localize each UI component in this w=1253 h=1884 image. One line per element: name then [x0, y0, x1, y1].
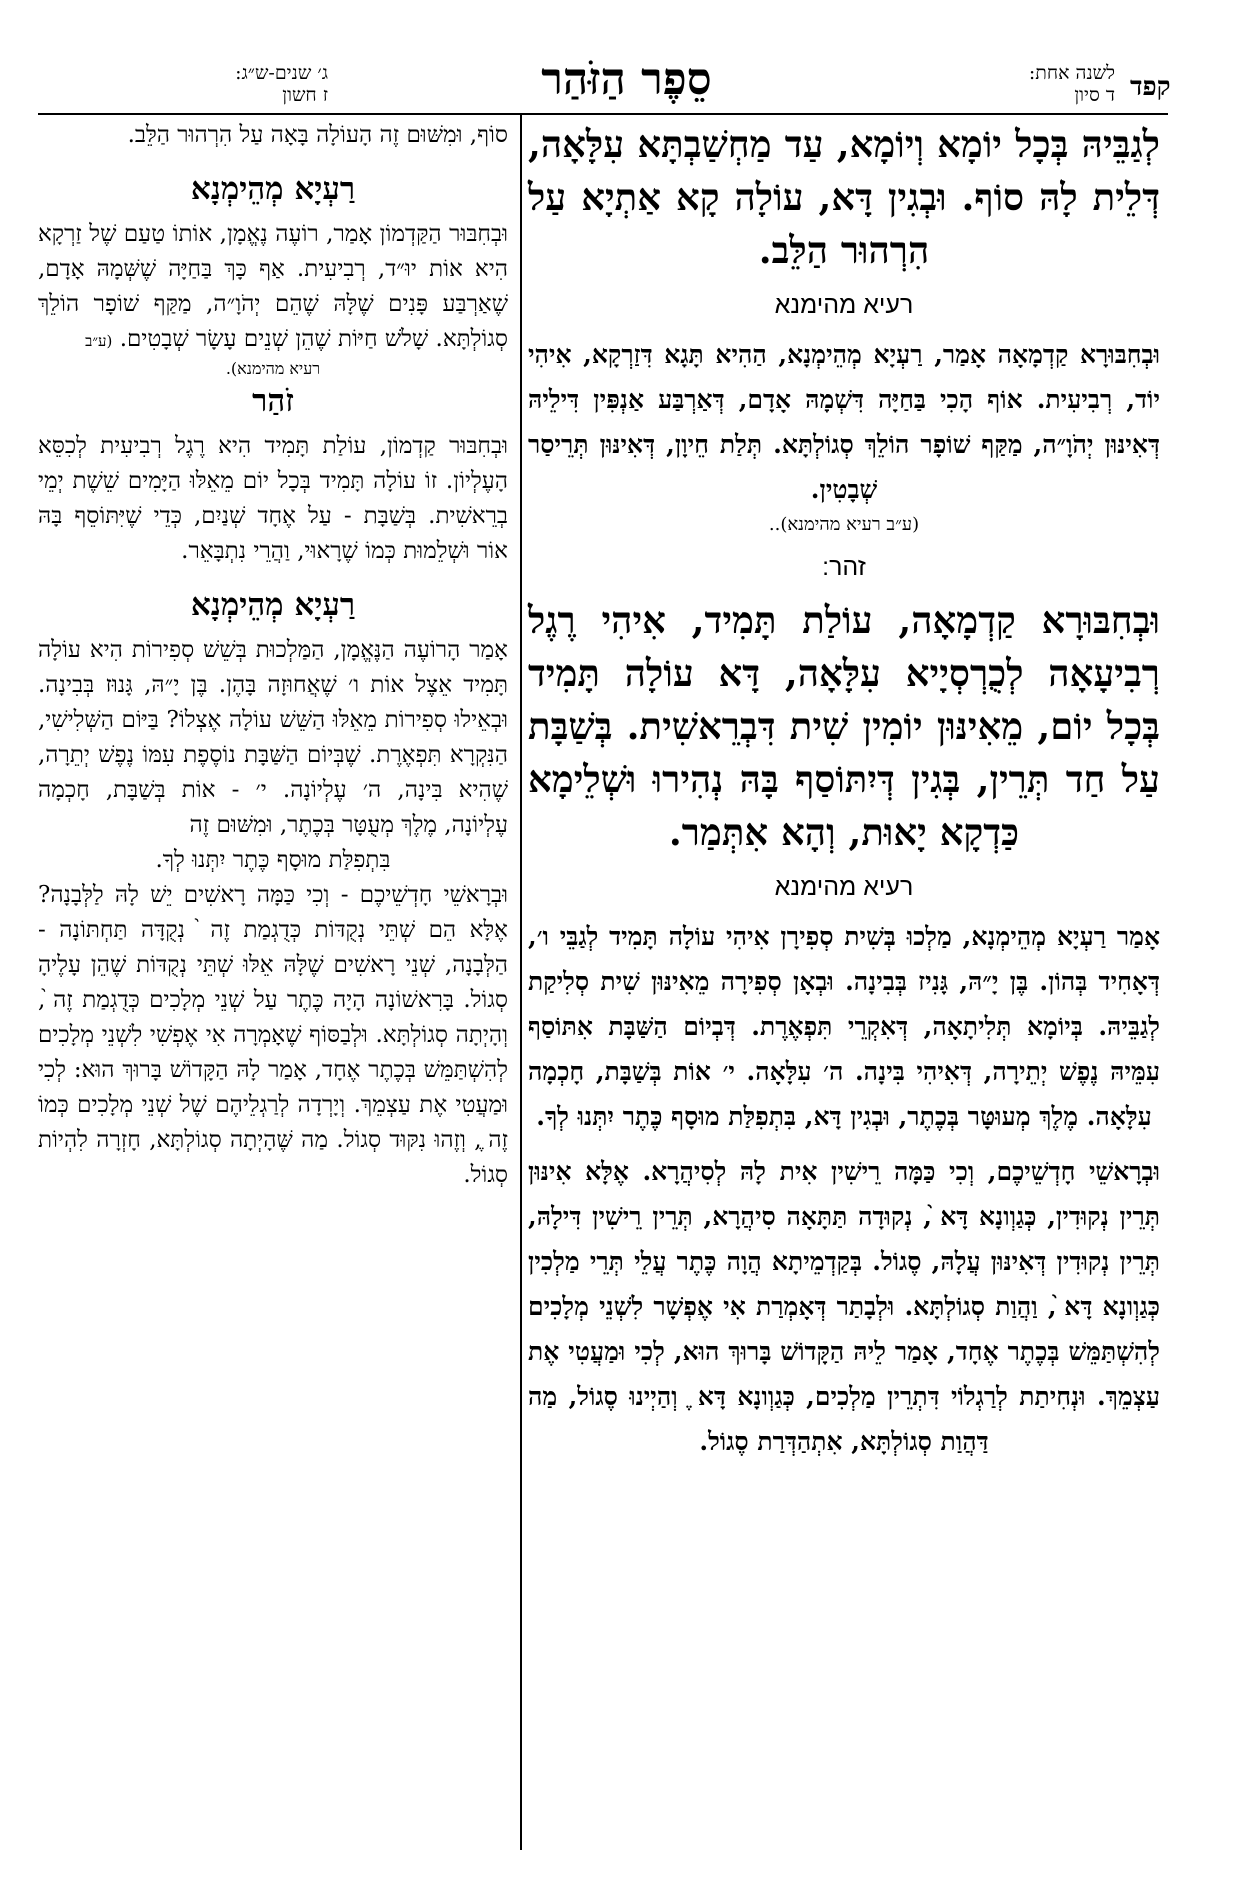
paragraph: סוֹף, וּמִשּׁוּם זֶה הָעוֹלָה בָּאָה עַל הִרְהוּר הַלֵּב.: [127, 122, 508, 148]
schedule-date: ז חשון: [282, 84, 328, 106]
aramaic-column: [528, 118, 1160, 1464]
paragraph: אָמַר רַעְיָא מְהֵימְנָא, מַלְכוּ בְּשִׁית סְפִירָן אִיהִי עוֹלָה תָּמִיד לְגַבֵּי ו׳, דְּאָחִיד בְּהוֹן. בֶּן יָ״הּ, גָּנִיז בְּבִינָה. וּבְאָן סְפִירָה מֵאִינּוּן שִׁית סְלִיקַת לְגַבֵּיהּ. בְּיוֹמָא תְּלִיתָאָה, דְּאִקְרֵי תִּפְאֶרֶת. דְּבְיוֹם הַשַּׁבָּת אִתּוֹסַף עִמֵּיהּ נֶפֶשׁ יְתֵירָה, דְּאִיהִי בִּינָה. ה׳ עִלָּאָה. י׳ אוֹת בְּשַׁבָּת, חָכְמָה עִלָּאָה. מֶלֶךְ מְעוּטָּר בְּכֶתֶר, וּבְגִין דָּא, בִּתְפִלַּת מוּסָף כֶּתֶר יִתְּנוּ לְךָ.: [528, 922, 1160, 1131]
paragraph: וּבְרָאשֵׁי חָדְשֵׁיכֶם, וְכִי כַּמָּה רֵישִׁין אִית לָהּ לְסִיהֲרָא. אֶלָּא אִינּוּן תְּרֵין נְקוּדִין, כְּגַוְונָא דָּא ֙, נְקוּדָה תַּתָּאָה סִיהֲרָא, תְּרֵין רֵישִׁין דִּילָהּ, תְּרֵין נְקוּדִין דְּאִינּוּן עֲלָהּ, סֶגוֹל. בְּקַדְמֵיתָא הֲוָה כֶּתֶר עֲלֵי תְּרֵי מַלְכִין כְּגַוְונָא דָּא ֙, וַהֲוַת סְגוֹלְתָּא. וּלְבָתַר דְּאָמְרַת אִי אֶפְשָׁר לִשְׁנֵי מְלָכִים לְהִשְׁתַּמֵּשׁ בְּכֶתֶר אֶחָד, אָמַר לֵיהּ הַקָּדוֹשׁ בָּרוּךְ הוּא, לְכִי וּמַעֲטִי אֶת עַצְמֵךְ. וּנְחִיתַת לְרַגְלוֹי דִּתְרֵין מַלְכִים, כְּגַוְונָא דָּא ֶ וְהַיְינוּ סֶגוֹל, מַה דַּהֲוַת סְגוֹלְתָּא, אִתְהַדְּרַת סֶגוֹל.: [528, 1157, 1160, 1456]
column-divider: [520, 115, 522, 1850]
page-number: קפד: [1130, 72, 1171, 102]
hebrew-translation-column: [38, 118, 508, 1193]
paragraph: לְגַבֵּיהּ בְּכָל יוֹמָא וְיוֹמָא, עַד מַחְשַׁבְתָּא עִלָּאָה, דְּלֵית לָהּ סוֹף. וּבְגִין דָּא, עוֹלָה קָא אַתְיָא עַל הִרְהוּר הַלֵּב.: [528, 122, 1160, 272]
page-header: [0, 54, 1253, 118]
header-divider: [38, 113, 1168, 115]
section-heading: רעיא מהימנא: [774, 291, 914, 319]
schedule-label: לשנה אחת:: [1028, 62, 1115, 84]
paragraph-note: (ע״ב: [85, 332, 113, 350]
section-heading: זֹהַר: [252, 383, 294, 419]
schedule-label: ג׳ שנים-ש״ג:: [235, 62, 328, 84]
paragraph: אָמַר הָרוֹעֶה הַנֶּאֱמָן, הַמַּלְכוּת בְּשֵׁשׁ סְפִירוֹת הִיא עוֹלָה תָּמִיד אֵצֶל אוֹת ו׳ שֶׁאֲחוּזָה בָּהֶן. בֶּן יָ״הּ, גָּנוּז בְּבִינָה. וּבְאֵילוּ סְפִירוֹת מֵאֵלּוּ הַשֵּׁשׁ עוֹלָה אֶצְלוֹ? בַּיּוֹם הַשְּׁלִישִׁי, הַנִּקְרָא תִּפְאֶרֶת. שֶׁבְּיוֹם הַשַּׁבָּת נוֹסֶפֶת עִמּוֹ נֶפֶשׁ יְתֵרָה, שֶׁהִיא בִּינָה, ה׳ עֶלְיוֹנָה. י׳ - אוֹת בְּשַׁבָּת, חָכְמָה עֶלְיוֹנָה, מֶלֶךְ מְעֻטָּר בְּכֶתֶר, וּמִשּׁוּם זֶה: [38, 637, 508, 838]
paragraph: וּבְחִבּוּר קַדְמוֹן, עוֹלַת תָּמִיד הִיא רֶגֶל רְבִיעִית לְכִסֵּא הָעֶלְיוֹן. זוֹ עוֹלָה תָּמִיד בְּכָל יוֹם מֵאֵלּוּ הַיָּמִים שֵׁשֶׁת יְמֵי בְרֵאשִׁית. בְּשַׁבָּת - עַל אֶחָד שְׁנַיִם, כְּדֵי שֶׁיִּתּוֹסֵף בָּהּ אוֹר וּשְׁלֵמוּת כְּמוֹ שֶׁרָאוּי, וַהֲרֵי נִתְבָּאֵר.: [38, 433, 508, 564]
page-title: סֵפֶר הַזֹּהַר: [541, 54, 712, 105]
section-heading: רעיא מהימנא: [774, 873, 914, 901]
paragraph: [38, 217, 508, 359]
paragraph: וּבְרָאשֵׁי חָדְשֵׁיכֶם - וְכִי כַּמָּה רָאשִׁים יֵשׁ לָהּ לַלְּבָנָה? אֶלָּא הֵם שְׁתֵּי נְקֻדּוֹת כְּדֻגְמַת זֶה ֙ נְקֻדָּה תַּחְתּוֹנָה - הַלְּבָנָה, שְׁנֵי רָאשִׁים שֶׁלָּהּ אֵלּוּ שְׁתֵּי נְקֻדּוֹת שֶׁהֵן עָלֶיהָ סְגוֹל. בָּרִאשׁוֹנָה הָיָה כֶּתֶר עַל שְׁנֵי מְלָכִים כְּדֻגְמַת זֶה ֙, וְהָיְתָה סְגוֹלְתָּא. וּלְבַסּוֹף שֶׁאָמְרָה אִי אֶפְשִׁי לִשְׁנֵי מְלָכִים לְהִשְׁתַּמֵּשׁ בְּכֶתֶר אֶחָד, אָמַר לָהּ הַקָּדוֹשׁ בָּרוּךְ הוּא: לְכִי וּמַעֲטִי אֶת עַצְמֵךְ. וְיָרְדָה לְרַגְלֵיהֶם שֶׁל שְׁנֵי מְלָכִים כְּמוֹ זֶה ֶ, וְזֶהוּ נִקּוּד סְגוֹל. מַה שֶּׁהָיְתָה סְגוֹלְתָּא, חָזְרָה לִהְיוֹת סְגוֹל.: [38, 882, 508, 1188]
paragraph-end: בִּתְפִלַּת מוּסָף כֶּתֶר יִתְּנוּ לְךָ.: [155, 847, 391, 873]
section-heading: רַעְיָא מְהֵימְנָא: [190, 587, 356, 623]
schedule-date: ד סיון: [1074, 84, 1115, 106]
section-heading: רַעְיָא מְהֵימְנָא: [190, 171, 356, 207]
reading-schedule-left: [138, 62, 328, 106]
section-note: (ע״ב רעיא מהימנא)..: [768, 514, 920, 535]
paragraph: וּבְחִבּוּרָא קַדְמָאָה, עוֹלַת תָּמִיד, אִיהִי רֶגֶל רְבִיעָאָה לְכֻרְסְיָיא עִלָּאָה, דָּא עוֹלָה תָּמִיד בְּכָל יוֹם, מֵאִינּוּן יוֹמִין שִׁית דִּבְרֵאשִׁית. בְּשַׁבָּת עַל חַד תְּרֵין, בְּגִין דְּיִתּוֹסַף בָּהּ נְהִירוּ וּשְׁלֵימָא כַּדְקָא יָאוּת, וְהָא אִתְּמַר.: [528, 598, 1160, 854]
section-note: רעיא מהימנא).: [225, 359, 321, 378]
paragraph: וּבְחִבּוּרָא קַדְמָאָה אָמַר, רַעְיָא מְהֵימְנָא, הַהִיא תָּגָא דִּזַרְקָא, אִיהִי יוֹד, רְבִיעִית. אוֹף הָכִי בַּחַיָּה דִּשְׁמָהּ אָדָם, דְּאַרְבַּע אַנְפִּין דִּילֵיהּ דְּאִינּוּן יְהֹוָ״ה, מַקַּף שׁוֹפָר הוֹלֵךְ סְגוֹלְתָּא. תְּלַת חֵיוָן, דְּאִינּוּן תְּרֵיסַר שְׁבָטִין.: [528, 340, 1160, 504]
paragraph-text: וּבְחִבּוּר הַקַּדְמוֹן אָמַר, רוֹעֶה נֶאֱמָן, אוֹתוֹ טַעַם שֶׁל זַרְקָא הִיא אוֹת יוּ״ד, רְבִיעִית. אַף כָּךְ בַּחַיָּה שֶׁשְּׁמָהּ אָדָם, שֶׁאַרְבַּע פָּנִים שֶׁלָּהּ שֶׁהֵם יְהֹוָ״ה, מַקַּף שׁוֹפָר הוֹלֵךְ סְגוֹלְתָּא. שָׁלֹשׁ חַיּוֹת שֶׁהֵן שְׁנֵים עָשָׂר שְׁבָטִים.: [38, 221, 508, 352]
section-heading: זהר:: [822, 553, 866, 581]
